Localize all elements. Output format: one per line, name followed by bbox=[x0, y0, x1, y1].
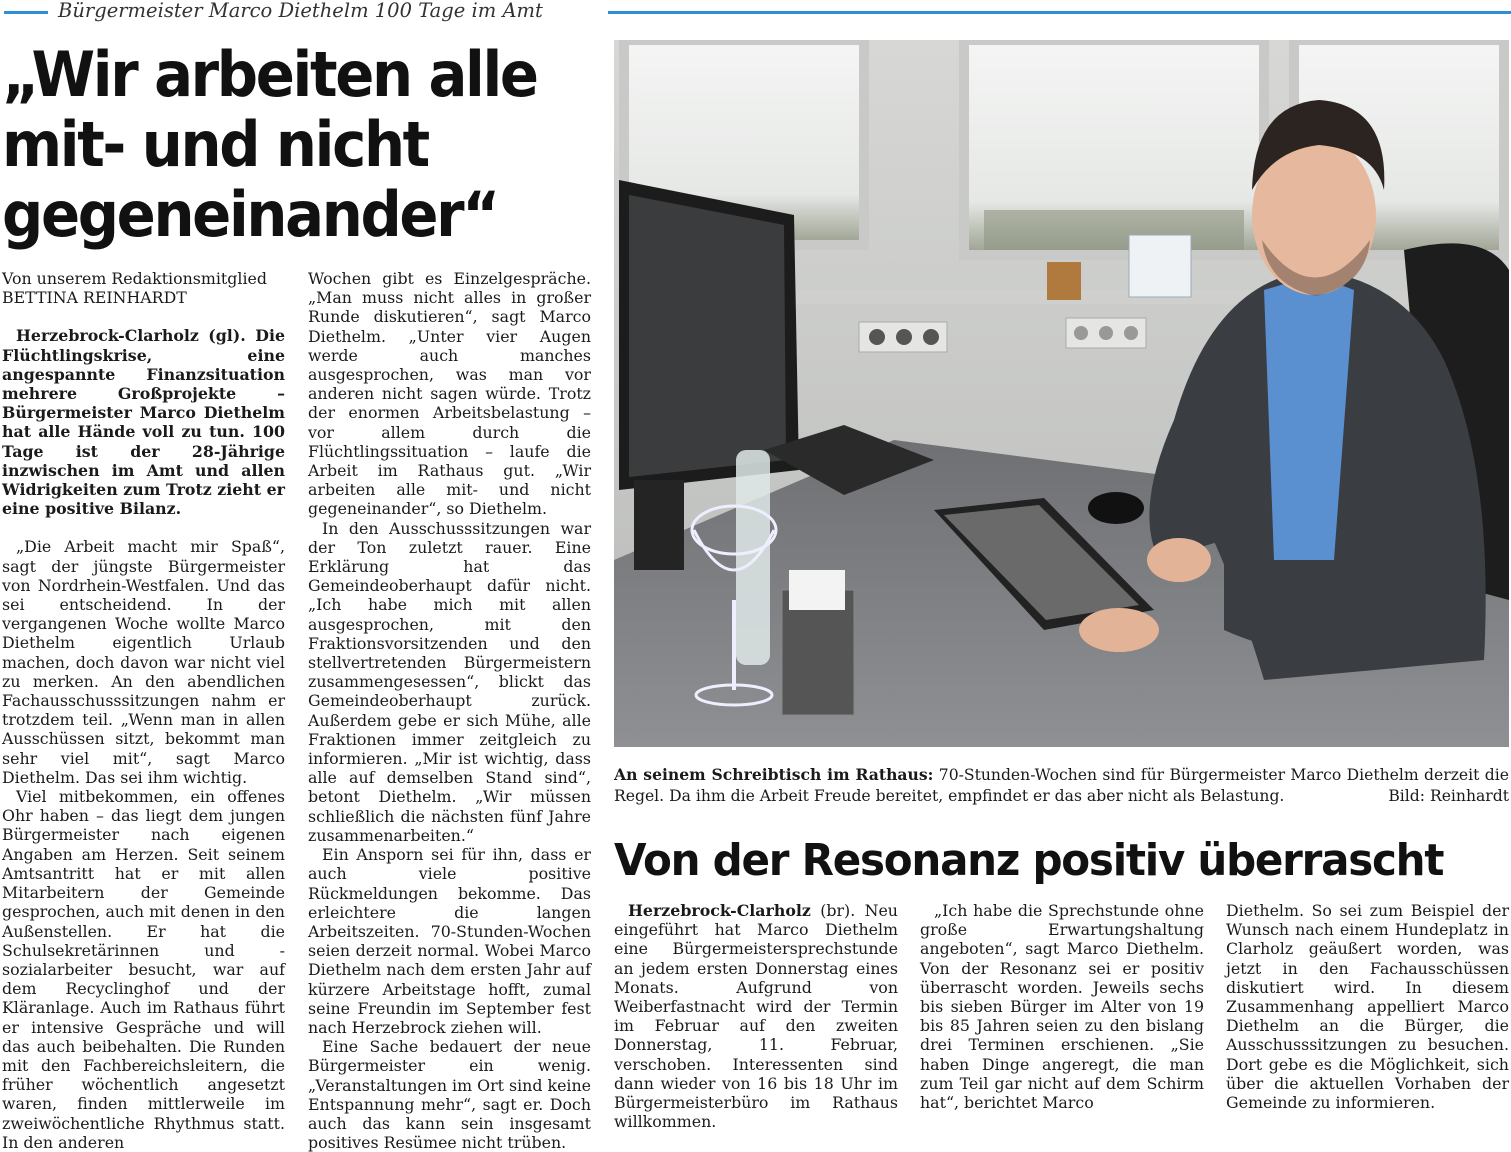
article2-dateline: Herzebrock-Clarholz bbox=[628, 901, 811, 920]
article-column-1 bbox=[2, 269, 285, 1152]
article-paragraph: „Die Arbeit macht mir Spaß“, sagt der jüngste Bürgermeister von Nordrhein-Westfalen. Und das sei entscheidend. In der vergangenen Woche wollte Marco Diethelm eigentlich Urlaub machen, doch davon war nicht viel zu merken. An den abendlichen Fachausschusssitzungen nahm er trotzdem teil. „Wenn man in allen Ausschüssen sitzt, bekommt man sehr viel mit“, sagt Marco Diethelm. Das sei ihm wichtig. bbox=[2, 537, 285, 787]
article2-column-2 bbox=[920, 901, 1204, 1112]
photo-caption bbox=[614, 765, 1509, 806]
article-photo bbox=[614, 40, 1509, 747]
article-paragraph: In den Ausschusssitzungen war der Ton zuletzt rauer. Eine Erklärung hat das Gemeindeoberhaupt dafür nicht. „Ich habe mich mit allen ausgesprochen, mit den Fraktionsvorsitzenden und den stellvertretenden Bürgermeistern zusammengesessen“, blickt das Gemeindeoberhaupt zurück. Außerdem gebe er sich Mühe, alle Fraktionen immer zeitgleich zu informieren. „Mir ist wichtig, dass alle auf demselben Stand sind“, betont Diethelm. „Wir müssen schließlich die nächsten fünf Jahre zusammenarbeiten.“ bbox=[308, 518, 591, 845]
kicker-rule-left bbox=[4, 11, 48, 14]
article-paragraph: Wochen gibt es Einzelgespräche. „Man muss nicht alles in großer Runde diskutieren“, sagt Marco Diethelm. „Unter vier Augen werde auch manches ausgesprochen, was man vor anderen nicht sagen würde. Trotz der enormen Arbeitsbelastung – vor allem durch die Flüchtlingssituation – laufe die Arbeit im Rathaus gut. „Wir arbeiten alle mit- und nicht gegeneinander“, so Diethelm. bbox=[308, 269, 591, 519]
article-column-2 bbox=[308, 269, 591, 1152]
article2-column-1 bbox=[614, 901, 898, 1131]
article-paragraph: Ein Ansporn sei für ihn, dass er auch viele positive Rückmeldungen bekomme. Das erleichtere die langen Arbeitszeiten. 70-Stunden-Wochen seien derzeit normal. Wobei Marco Diethelm nach dem ersten Jahr auf kürzere Arbeitstage hofft, zumal seine Freundin im September fest nach Herzebrock ziehen will. bbox=[308, 845, 591, 1037]
kicker-rule-right bbox=[608, 11, 1511, 14]
byline-line-1: Von unserem Redaktionsmitglied bbox=[2, 269, 267, 288]
article2-agency: (br). bbox=[820, 901, 856, 920]
article2-column-3 bbox=[1226, 901, 1509, 1112]
second-headline: Von der Resonanz positiv überrascht bbox=[614, 835, 1444, 886]
article-paragraph: Diethelm. So sei zum Beispiel der Wunsch nach einem Hundeplatz in Clarholz geäußert worden, was jetzt in den Fachausschüssen diskutiert wird. In diesem Zusammenhang appelliert Marco Diethelm an die Bürger, die Ausschusssitzungen zu besuchen. Dort gebe es die Möglichkeit, sich über die aktuellen Vorhaben der Gemeinde zu informieren. bbox=[1226, 901, 1509, 1113]
article-paragraph: Eine Sache bedauert der neue Bürgermeister ein wenig. „Veranstaltungen im Ort sind keine Entspannung mehr“, sagt er. Doch auch das kann sein insgesamt positives Resümee nicht trüben. bbox=[308, 1037, 591, 1152]
article-paragraph: „Ich habe die Sprechstunde ohne große Erwartungshaltung angeboten“, sagt Marco Diethelm. Von der Resonanz sei er positiv überrascht worden. Jeweils sechs bis sieben Bürger im Alter von 19 bis 85 Jahren seien zu den bislang drei Terminen erschienen. „Sie haben Dinge angeregt, die man zum Teil gar nicht auf dem Schirm hat“, berichtet Marco bbox=[920, 901, 1204, 1113]
photo-credit: Bild: Reinhardt bbox=[1388, 786, 1509, 805]
article-paragraph: Neu eingeführt hat Marco Diethelm eine Bürgermeistersprechstunde an jedem ersten Donnerstag eines Monats. Aufgrund von Weiberfastnacht wird der Termin im Februar auf den zweiten Donnerstag, 11. Februar, verschoben. Interessenten sind dann wieder von 16 bis 18 Uhr im Bürgermeisterbüro im Rathaus willkommen. bbox=[614, 901, 898, 1132]
kicker: Bürgermeister Marco Diethelm 100 Tage im Amt bbox=[58, 0, 543, 22]
main-headline: „Wir arbeiten alle mit- und nicht gegeneinander“ bbox=[2, 38, 537, 251]
caption-text: 70-Stunden-Wochen sind für Bürgermeister Marco Diethelm derzeit die Regel. Da ihm die Arbeit Freude bereitet, empfindet er das aber nicht als Belastung. bbox=[614, 766, 1509, 805]
article-paragraph: Viel mitbekommen, ein offenes Ohr haben – das liegt dem jungen Bürgermeister nach eigenen Angaben am Herzen. Seit seinem Amtsantritt hat er mit allen Mitarbeitern der Gemeinde gesprochen, auch mit denen in den Außenstellen. Er hat die Schulsekretärinnen und -sozialarbeiter besucht, war auf dem Recyclinghof und der Kläranlage. Auch im Rathaus führt er intensive Gespräche und will das auch beibehalten. Die Runden mit den Fachbereichsleitern, die früher wöchentlich angesetzt waren, finden mittlerweile im zweiwöchentliche Rhythmus statt. In den anderen bbox=[2, 787, 285, 1152]
byline-author: BETTINA REINHARDT bbox=[2, 288, 187, 308]
caption-lead: An seinem Schreibtisch im Rathaus: bbox=[614, 765, 934, 784]
article-lead: Herzebrock-Clarholz (gl). Die Flüchtlingskrise, eine angespannte Finanzsituation mehrere Großprojekte – Bürgermeister Marco Diethelm hat alle Hände voll zu tun. 100 Tage ist der 28-Jährige inzwischen im Amt und allen Widrigkeiten zum Trotz zieht er eine positive Bilanz. bbox=[2, 326, 285, 519]
